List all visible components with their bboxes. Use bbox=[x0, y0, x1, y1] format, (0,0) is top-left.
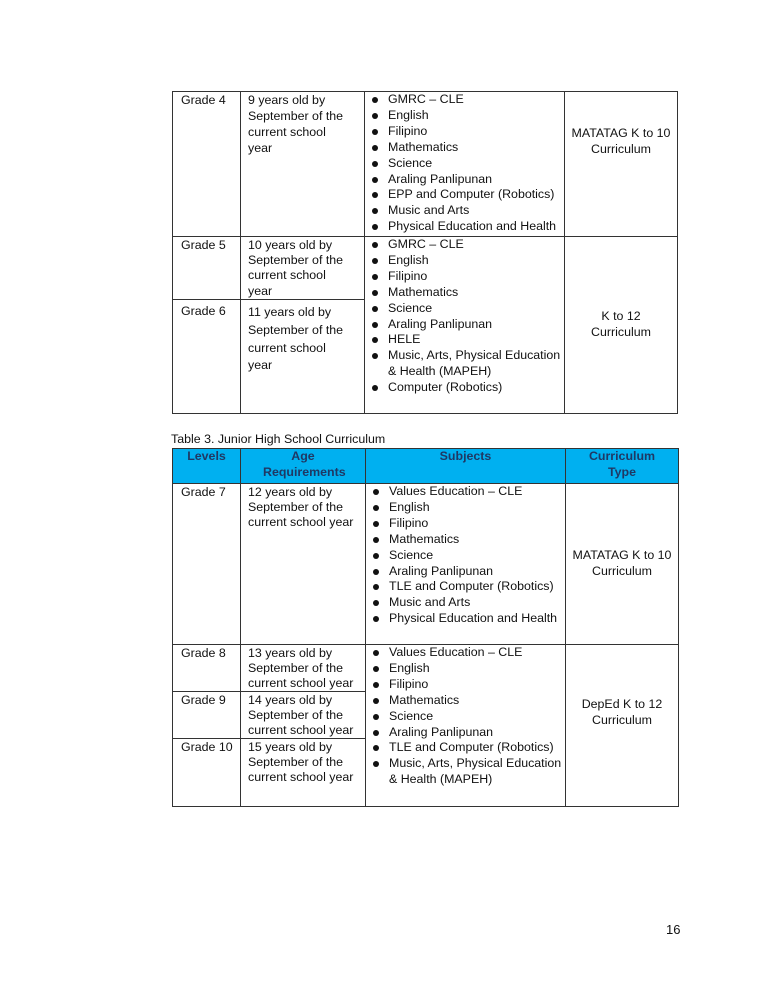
age-text: 15 years old by September of the current school year bbox=[248, 740, 354, 784]
subject-item: English bbox=[365, 253, 564, 269]
table-row bbox=[173, 92, 678, 237]
subject-item: Physical Education and Health bbox=[366, 611, 565, 627]
age-text: 10 years old by September of the current school year bbox=[248, 238, 344, 298]
header-curriculum-type bbox=[566, 449, 679, 484]
curriculum-type-cell bbox=[565, 237, 678, 414]
subject-item: Music, Arts, Physical Education & Health (MAPEH) bbox=[366, 756, 565, 788]
table-row bbox=[173, 645, 679, 692]
table-row bbox=[173, 484, 679, 645]
subject-item: Araling Panlipunan bbox=[365, 317, 564, 333]
jhs-curriculum-table bbox=[172, 448, 679, 807]
subject-item: GMRC – CLE bbox=[365, 237, 564, 253]
level-cell: Grade 10 bbox=[173, 739, 241, 807]
subject-item: Values Education – CLE bbox=[366, 645, 565, 661]
age-cell bbox=[241, 300, 365, 414]
subject-item: Computer (Robotics) bbox=[365, 380, 564, 396]
curriculum-type-cell bbox=[566, 484, 679, 645]
curriculum-type-text: DepEd K to 12 Curriculum bbox=[581, 697, 663, 727]
elementary-curriculum-table bbox=[172, 91, 678, 414]
level-cell: Grade 4 bbox=[173, 92, 241, 237]
table-row bbox=[173, 237, 678, 300]
age-text: 14 years old by September of the current school year bbox=[248, 693, 354, 737]
subject-item: Science bbox=[366, 548, 565, 564]
subject-item: Music and Arts bbox=[366, 595, 565, 611]
header-curriculum-text: Curriculum Type bbox=[588, 449, 656, 479]
subject-item: Music, Arts, Physical Education & Health (MAPEH) bbox=[365, 348, 564, 380]
subject-item: Mathematics bbox=[365, 285, 564, 301]
subject-list bbox=[366, 645, 565, 788]
curriculum-type-cell bbox=[565, 92, 678, 237]
subject-item: Filipino bbox=[365, 269, 564, 285]
subject-item: GMRC – CLE bbox=[365, 92, 564, 108]
age-cell bbox=[241, 692, 366, 739]
level-cell: Grade 8 bbox=[173, 645, 241, 692]
header-age-text: Age Requirements bbox=[263, 449, 346, 479]
subject-item: Mathematics bbox=[366, 532, 565, 548]
header-age-requirements bbox=[241, 449, 366, 484]
page-number: 16 bbox=[666, 922, 681, 937]
subjects-cell bbox=[366, 645, 566, 807]
age-text: 9 years old by September of the current school year bbox=[248, 93, 344, 155]
age-text: 13 years old by September of the current school year bbox=[248, 646, 354, 690]
subject-item: TLE and Computer (Robotics) bbox=[366, 579, 565, 595]
age-cell bbox=[241, 645, 366, 692]
subject-list bbox=[365, 237, 564, 396]
header-subjects: Subjects bbox=[366, 449, 566, 484]
level-cell: Grade 5 bbox=[173, 237, 241, 300]
subject-item: Music and Arts bbox=[365, 203, 564, 219]
table-header-row bbox=[173, 449, 679, 484]
subject-item: Araling Panlipunan bbox=[365, 172, 564, 188]
subject-item: Science bbox=[365, 156, 564, 172]
subject-item: Filipino bbox=[365, 124, 564, 140]
level-cell: Grade 7 bbox=[173, 484, 241, 645]
subjects-cell bbox=[366, 484, 566, 645]
subject-item: Araling Panlipunan bbox=[366, 725, 565, 741]
level-cell: Grade 9 bbox=[173, 692, 241, 739]
age-cell bbox=[241, 92, 365, 237]
age-text: 11 years old by September of the current school year bbox=[248, 305, 344, 373]
curriculum-type-cell bbox=[566, 645, 679, 807]
subject-item: Science bbox=[365, 301, 564, 317]
subject-list bbox=[365, 92, 564, 235]
subject-item: Physical Education and Health bbox=[365, 219, 564, 235]
subject-item: TLE and Computer (Robotics) bbox=[366, 740, 565, 756]
subject-item: Science bbox=[366, 709, 565, 725]
subjects-cell bbox=[365, 92, 565, 237]
curriculum-type-text: K to 12 Curriculum bbox=[591, 309, 651, 339]
age-cell bbox=[241, 484, 366, 645]
subject-item: English bbox=[366, 661, 565, 677]
subject-item: EPP and Computer (Robotics) bbox=[365, 187, 564, 203]
subject-item: English bbox=[365, 108, 564, 124]
subject-item: Filipino bbox=[366, 516, 565, 532]
level-cell: Grade 6 bbox=[173, 300, 241, 414]
age-text: 12 years old by September of the current school year bbox=[248, 485, 354, 529]
subject-item: Values Education – CLE bbox=[366, 484, 565, 500]
header-levels: Levels bbox=[173, 449, 241, 484]
age-cell bbox=[241, 237, 365, 300]
subject-list bbox=[366, 484, 565, 627]
table-caption: Table 3. Junior High School Curriculum bbox=[171, 432, 386, 446]
curriculum-type-text: MATATAG K to 10 Curriculum bbox=[572, 548, 672, 578]
subject-item: HELE bbox=[365, 332, 564, 348]
subject-item: Mathematics bbox=[365, 140, 564, 156]
subjects-cell bbox=[365, 237, 565, 414]
age-cell bbox=[241, 739, 366, 807]
subject-item: Araling Panlipunan bbox=[366, 564, 565, 580]
curriculum-type-text: MATATAG K to 10 Curriculum bbox=[571, 126, 671, 156]
subject-item: Filipino bbox=[366, 677, 565, 693]
subject-item: Mathematics bbox=[366, 693, 565, 709]
subject-item: English bbox=[366, 500, 565, 516]
